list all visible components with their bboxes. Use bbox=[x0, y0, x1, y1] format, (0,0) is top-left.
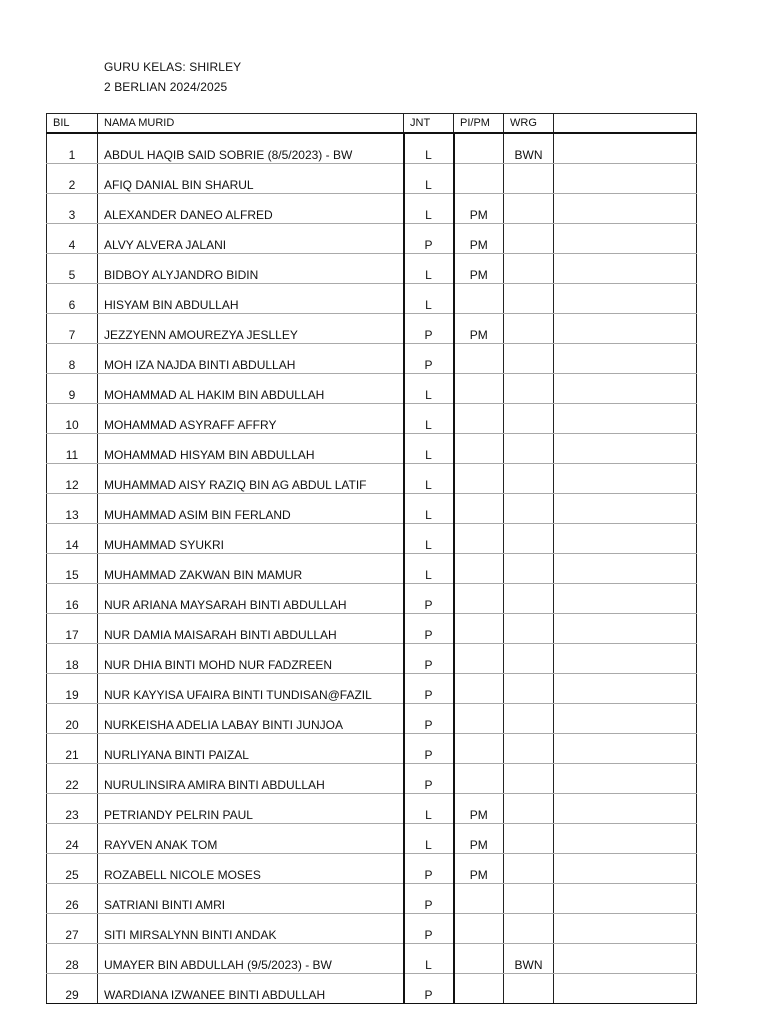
pi-pm-cell bbox=[454, 584, 504, 614]
gender-cell: P bbox=[404, 584, 454, 614]
student-name: SATRIANI BINTI AMRI bbox=[98, 884, 404, 914]
blank-cell bbox=[554, 644, 697, 674]
gender-cell: P bbox=[404, 674, 454, 704]
gender-cell: P bbox=[404, 644, 454, 674]
pi-pm-cell bbox=[454, 434, 504, 464]
blank-cell bbox=[554, 974, 697, 1004]
student-name: MUHAMMAD ZAKWAN BIN MAMUR bbox=[98, 554, 404, 584]
pi-pm-cell bbox=[454, 674, 504, 704]
table-row bbox=[47, 734, 697, 764]
student-number: 16 bbox=[47, 584, 98, 614]
citizenship-cell bbox=[504, 704, 554, 734]
citizenship-cell bbox=[504, 854, 554, 884]
citizenship-cell bbox=[504, 494, 554, 524]
pi-pm-cell bbox=[454, 284, 504, 314]
pi-pm-cell: PM bbox=[454, 314, 504, 344]
pi-pm-cell bbox=[454, 494, 504, 524]
student-name: MOH IZA NAJDA BINTI ABDULLAH bbox=[98, 344, 404, 374]
table-row bbox=[47, 914, 697, 944]
table-row bbox=[47, 344, 697, 374]
student-number: 6 bbox=[47, 284, 98, 314]
gender-cell: L bbox=[404, 434, 454, 464]
pi-pm-cell: PM bbox=[454, 824, 504, 854]
blank-cell bbox=[554, 884, 697, 914]
gender-cell: L bbox=[404, 794, 454, 824]
column-header-blank bbox=[554, 114, 697, 134]
student-name: JEZZYENN AMOUREZYA JESLLEY bbox=[98, 314, 404, 344]
student-number: 12 bbox=[47, 464, 98, 494]
student-name: MUHAMMAD AISY RAZIQ BIN AG ABDUL LATIF bbox=[98, 464, 404, 494]
table-row bbox=[47, 644, 697, 674]
pi-pm-cell: PM bbox=[454, 194, 504, 224]
table-row bbox=[47, 524, 697, 554]
student-number: 17 bbox=[47, 614, 98, 644]
student-name: NURULINSIRA AMIRA BINTI ABDULLAH bbox=[98, 764, 404, 794]
student-number: 14 bbox=[47, 524, 98, 554]
table-row bbox=[47, 404, 697, 434]
student-number: 18 bbox=[47, 644, 98, 674]
table-row bbox=[47, 854, 697, 884]
gender-cell: P bbox=[404, 764, 454, 794]
pi-pm-cell bbox=[454, 974, 504, 1004]
citizenship-cell: BWN bbox=[504, 133, 554, 164]
blank-cell bbox=[554, 824, 697, 854]
citizenship-cell bbox=[504, 674, 554, 704]
student-number: 22 bbox=[47, 764, 98, 794]
student-number: 3 bbox=[47, 194, 98, 224]
student-number: 8 bbox=[47, 344, 98, 374]
blank-cell bbox=[554, 254, 697, 284]
citizenship-cell bbox=[504, 524, 554, 554]
citizenship-cell: BWN bbox=[504, 944, 554, 974]
gender-cell: P bbox=[404, 884, 454, 914]
pi-pm-cell bbox=[454, 554, 504, 584]
pi-pm-cell: PM bbox=[454, 224, 504, 254]
pi-pm-cell bbox=[454, 133, 504, 164]
citizenship-cell bbox=[504, 254, 554, 284]
citizenship-cell bbox=[504, 914, 554, 944]
gender-cell: L bbox=[404, 944, 454, 974]
blank-cell bbox=[554, 224, 697, 254]
blank-cell bbox=[554, 284, 697, 314]
table-row bbox=[47, 464, 697, 494]
table-row bbox=[47, 674, 697, 704]
citizenship-cell bbox=[504, 284, 554, 314]
column-header-nama-murid: NAMA MURID bbox=[98, 114, 404, 134]
table-row bbox=[47, 224, 697, 254]
citizenship-cell bbox=[504, 224, 554, 254]
blank-cell bbox=[554, 584, 697, 614]
pi-pm-cell bbox=[454, 644, 504, 674]
student-number: 26 bbox=[47, 884, 98, 914]
citizenship-cell bbox=[504, 314, 554, 344]
student-number: 19 bbox=[47, 674, 98, 704]
blank-cell bbox=[554, 734, 697, 764]
student-number: 4 bbox=[47, 224, 98, 254]
student-number: 7 bbox=[47, 314, 98, 344]
student-number: 2 bbox=[47, 164, 98, 194]
student-number: 27 bbox=[47, 914, 98, 944]
class-heading: 2 BERLIAN 2024/2025 bbox=[104, 80, 228, 94]
gender-cell: P bbox=[404, 704, 454, 734]
student-name: NUR KAYYISA UFAIRA BINTI TUNDISAN@FAZIL bbox=[98, 674, 404, 704]
student-number: 11 bbox=[47, 434, 98, 464]
table-row bbox=[47, 284, 697, 314]
student-name: PETRIANDY PELRIN PAUL bbox=[98, 794, 404, 824]
gender-cell: L bbox=[404, 524, 454, 554]
student-number: 29 bbox=[47, 974, 98, 1004]
student-name: MUHAMMAD SYUKRI bbox=[98, 524, 404, 554]
student-name: ALVY ALVERA JALANI bbox=[98, 224, 404, 254]
table-row bbox=[47, 194, 697, 224]
table-row bbox=[47, 254, 697, 284]
citizenship-cell bbox=[504, 884, 554, 914]
citizenship-cell bbox=[504, 404, 554, 434]
student-name: MOHAMMAD HISYAM BIN ABDULLAH bbox=[98, 434, 404, 464]
citizenship-cell bbox=[504, 734, 554, 764]
student-name: NUR ARIANA MAYSARAH BINTI ABDULLAH bbox=[98, 584, 404, 614]
column-header-jnt: JNT bbox=[404, 114, 454, 134]
student-name: UMAYER BIN ABDULLAH (9/5/2023) - BW bbox=[98, 944, 404, 974]
student-number: 5 bbox=[47, 254, 98, 284]
citizenship-cell bbox=[504, 194, 554, 224]
table-row bbox=[47, 764, 697, 794]
citizenship-cell bbox=[504, 644, 554, 674]
blank-cell bbox=[554, 524, 697, 554]
student-number: 25 bbox=[47, 854, 98, 884]
pi-pm-cell: PM bbox=[454, 794, 504, 824]
blank-cell bbox=[554, 764, 697, 794]
gender-cell: P bbox=[404, 734, 454, 764]
pi-pm-cell bbox=[454, 764, 504, 794]
student-name: HISYAM BIN ABDULLAH bbox=[98, 284, 404, 314]
blank-cell bbox=[554, 794, 697, 824]
table-row bbox=[47, 584, 697, 614]
student-number: 9 bbox=[47, 374, 98, 404]
student-number: 20 bbox=[47, 704, 98, 734]
blank-cell bbox=[554, 614, 697, 644]
student-name: ABDUL HAQIB SAID SOBRIE (8/5/2023) - BW bbox=[98, 133, 404, 164]
gender-cell: P bbox=[404, 314, 454, 344]
student-name: MOHAMMAD AL HAKIM BIN ABDULLAH bbox=[98, 374, 404, 404]
gender-cell: L bbox=[404, 374, 454, 404]
gender-cell: P bbox=[404, 344, 454, 374]
blank-cell bbox=[554, 133, 697, 164]
student-name: NUR DAMIA MAISARAH BINTI ABDULLAH bbox=[98, 614, 404, 644]
pi-pm-cell bbox=[454, 944, 504, 974]
table-row bbox=[47, 884, 697, 914]
blank-cell bbox=[554, 314, 697, 344]
student-name: MUHAMMAD ASIM BIN FERLAND bbox=[98, 494, 404, 524]
column-header-wrg: WRG bbox=[504, 114, 554, 134]
pi-pm-cell bbox=[454, 374, 504, 404]
gender-cell: L bbox=[404, 494, 454, 524]
citizenship-cell bbox=[504, 344, 554, 374]
citizenship-cell bbox=[504, 974, 554, 1004]
table-row bbox=[47, 974, 697, 1004]
student-name: BIDBOY ALYJANDRO BIDIN bbox=[98, 254, 404, 284]
student-number: 10 bbox=[47, 404, 98, 434]
student-name: ROZABELL NICOLE MOSES bbox=[98, 854, 404, 884]
citizenship-cell bbox=[504, 164, 554, 194]
blank-cell bbox=[554, 554, 697, 584]
pi-pm-cell: PM bbox=[454, 254, 504, 284]
table-header-row bbox=[47, 114, 697, 134]
gender-cell: L bbox=[404, 284, 454, 314]
table-row bbox=[47, 554, 697, 584]
student-number: 28 bbox=[47, 944, 98, 974]
gender-cell: L bbox=[404, 133, 454, 164]
gender-cell: L bbox=[404, 554, 454, 584]
gender-cell: L bbox=[404, 824, 454, 854]
table-row bbox=[47, 374, 697, 404]
student-name: WARDIANA IZWANEE BINTI ABDULLAH bbox=[98, 974, 404, 1004]
gender-cell: L bbox=[404, 464, 454, 494]
student-number: 21 bbox=[47, 734, 98, 764]
student-name: NURLIYANA BINTI PAIZAL bbox=[98, 734, 404, 764]
table-row bbox=[47, 794, 697, 824]
student-name: NURKEISHA ADELIA LABAY BINTI JUNJOA bbox=[98, 704, 404, 734]
pi-pm-cell bbox=[454, 704, 504, 734]
gender-cell: P bbox=[404, 614, 454, 644]
gender-cell: P bbox=[404, 974, 454, 1004]
blank-cell bbox=[554, 374, 697, 404]
table-row bbox=[47, 704, 697, 734]
citizenship-cell bbox=[504, 794, 554, 824]
blank-cell bbox=[554, 704, 697, 734]
student-number: 23 bbox=[47, 794, 98, 824]
student-name: RAYVEN ANAK TOM bbox=[98, 824, 404, 854]
pi-pm-cell bbox=[454, 164, 504, 194]
gender-cell: P bbox=[404, 224, 454, 254]
blank-cell bbox=[554, 434, 697, 464]
citizenship-cell bbox=[504, 434, 554, 464]
blank-cell bbox=[554, 194, 697, 224]
blank-cell bbox=[554, 944, 697, 974]
blank-cell bbox=[554, 674, 697, 704]
pi-pm-cell bbox=[454, 734, 504, 764]
table-body bbox=[47, 133, 697, 1004]
gender-cell: L bbox=[404, 404, 454, 434]
pi-pm-cell bbox=[454, 614, 504, 644]
student-number: 24 bbox=[47, 824, 98, 854]
gender-cell: P bbox=[404, 914, 454, 944]
blank-cell bbox=[554, 164, 697, 194]
pi-pm-cell bbox=[454, 464, 504, 494]
blank-cell bbox=[554, 344, 697, 374]
teacher-heading: GURU KELAS: SHIRLEY bbox=[104, 60, 242, 74]
blank-cell bbox=[554, 464, 697, 494]
citizenship-cell bbox=[504, 464, 554, 494]
blank-cell bbox=[554, 854, 697, 884]
blank-cell bbox=[554, 494, 697, 524]
student-name: MOHAMMAD ASYRAFF AFFRY bbox=[98, 404, 404, 434]
student-name: ALEXANDER DANEO ALFRED bbox=[98, 194, 404, 224]
gender-cell: L bbox=[404, 254, 454, 284]
student-name: AFIQ DANIAL BIN SHARUL bbox=[98, 164, 404, 194]
citizenship-cell bbox=[504, 764, 554, 794]
table-row bbox=[47, 944, 697, 974]
student-number: 13 bbox=[47, 494, 98, 524]
gender-cell: L bbox=[404, 194, 454, 224]
table-row bbox=[47, 434, 697, 464]
student-roster-table bbox=[46, 113, 697, 1004]
citizenship-cell bbox=[504, 374, 554, 404]
pi-pm-cell bbox=[454, 404, 504, 434]
table-row bbox=[47, 494, 697, 524]
pi-pm-cell bbox=[454, 914, 504, 944]
column-header-pi-pm: PI/PM bbox=[454, 114, 504, 134]
table-row bbox=[47, 824, 697, 854]
pi-pm-cell bbox=[454, 344, 504, 374]
citizenship-cell bbox=[504, 614, 554, 644]
gender-cell: P bbox=[404, 854, 454, 884]
citizenship-cell bbox=[504, 554, 554, 584]
table-row bbox=[47, 164, 697, 194]
column-header-bil: BIL bbox=[47, 114, 98, 134]
table-row bbox=[47, 614, 697, 644]
student-name: NUR DHIA BINTI MOHD NUR FADZREEN bbox=[98, 644, 404, 674]
table-row bbox=[47, 314, 697, 344]
citizenship-cell bbox=[504, 584, 554, 614]
blank-cell bbox=[554, 404, 697, 434]
student-name: SITI MIRSALYNN BINTI ANDAK bbox=[98, 914, 404, 944]
student-number: 15 bbox=[47, 554, 98, 584]
student-number: 1 bbox=[47, 133, 98, 164]
table-row bbox=[47, 133, 697, 164]
citizenship-cell bbox=[504, 824, 554, 854]
gender-cell: L bbox=[404, 164, 454, 194]
pi-pm-cell bbox=[454, 524, 504, 554]
blank-cell bbox=[554, 914, 697, 944]
pi-pm-cell: PM bbox=[454, 854, 504, 884]
pi-pm-cell bbox=[454, 884, 504, 914]
